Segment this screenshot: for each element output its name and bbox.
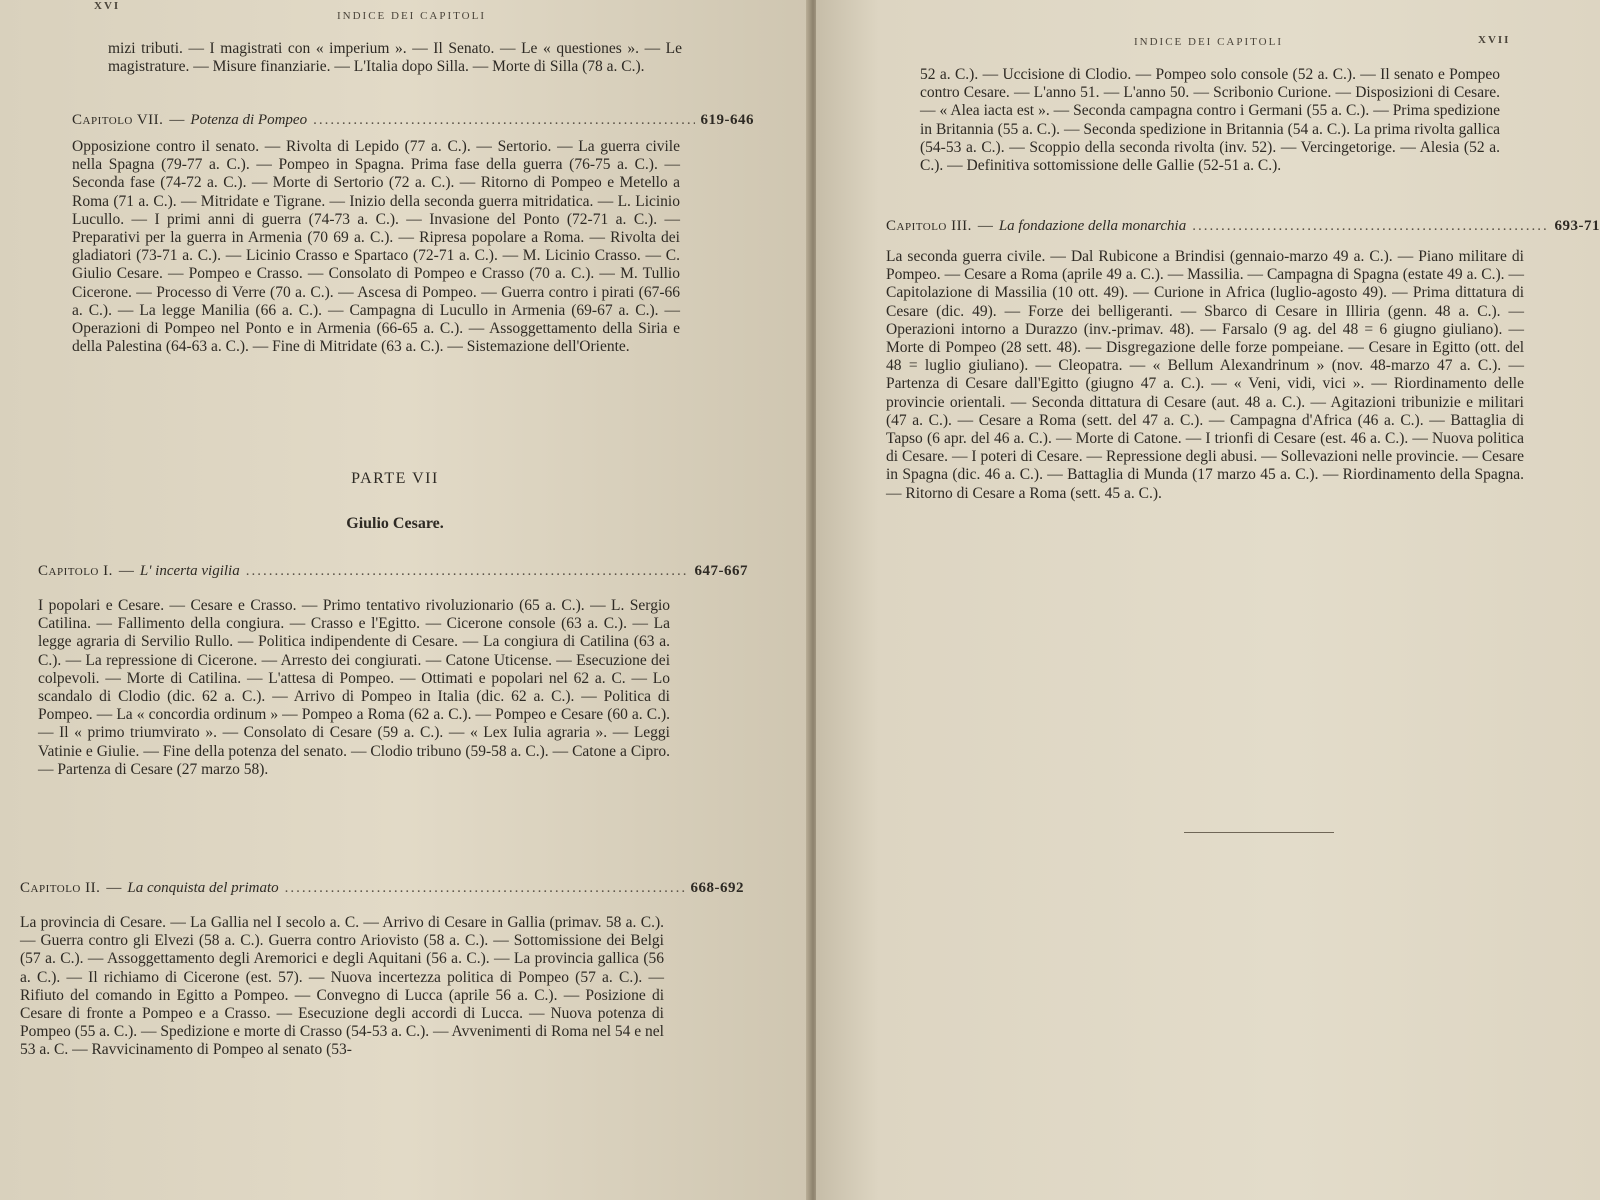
dot-leader <box>246 563 689 580</box>
chapter-iii-summary <box>886 248 1524 503</box>
chapter-separator: — <box>977 218 993 234</box>
chapter-vii-entry <box>72 112 754 129</box>
chapter-title: L' incerta vigilia <box>139 563 240 579</box>
part-heading: PARTE VII <box>351 470 439 487</box>
chapter-title: Potenza di Pompeo <box>190 112 308 128</box>
chapter-pages: 619-646 <box>700 112 754 128</box>
end-rule <box>1184 832 1334 833</box>
running-head: INDICE DEI CAPITOLI <box>1134 36 1284 48</box>
page-number: XVII <box>1478 34 1511 46</box>
chapter-iii-entry <box>886 218 1600 235</box>
part-subtitle: Giulio Cesare. <box>346 515 444 532</box>
chapter-summary-text: I popolari e Cesare. — Cesare e Crasso. — Primo tentativo rivoluzionario (65 a. C.). — L. Sergio Catilina. — Fallimento della congiura. — Crasso e l'Egitto. — Cicerone console (63 a. C.). — La legge agraria di Servilio Rullo. — Politica indipendente di Cesare. — La congiura di Catilina (63 a. C.). — La repressione di Cicerone. — Arresto dei congiurati. — Catone Uticense. — Esecuzione dei colpevoli. — Morte di Catilina. — L'attesa di Pompeo. — Ottimati e popolari nel 62 a. C. — Lo scandalo di Clodio (dic. 62 a. C.). — Arrivo di Pompeo in Italia (dic. 62 a. C.). — Politica di Pompeo. — La « concordia ordinum » — Pompeo a Roma (62 a. C.). — Pompeo e Cesare (60 a. C.). — Il « primo triumvirato ». — Consolato di Cesare (59 a. C.). — « Lex Iulia agraria ». — Leggi Vatinie e Giulie. — Fine della potenza del senato. — Clodio tribuno (59-58 a. C.). — Catone a Cipro. — Partenza di Cesare (27 marzo 58). <box>38 597 670 778</box>
chapter-summary-text: La seconda guerra civile. — Dal Rubicone a Brindisi (gennaio-marzo 49 a. C.). — Piano militare di Pompeo. — Cesare a Roma (aprile 49 a. C.). — Massilia. — Campagna di Spagna (estate 49 a. C.). — Capitolazione di Massilia (10 ott. 49). — Curione in Africa (luglio-agosto 49). — Prima dittatura di Cesare (dic. 49). — Forze dei belligeranti. — Sbarco di Cesare in Illiria (genn. 48 a. C.). — Operazioni intorno a Durazzo (inv.-primav. 48). — Farsalo (9 ag. del 48 = 6 giugno giuliano). — Morte di Pompeo (28 sett. 48). — Disgregazione delle forze pompeiane. — Cesare in Egitto (ott. del 48 = luglio giuliano). — Cleopatra. — « Bellum Alexandrinum » (nov. 48-marzo 47 a. C.). — Partenza di Cesare dall'Egitto (giugno 47 a. C.). — « Veni, vidi, vici ». — Riordinamento delle provincie orientali. — Seconda dittatura di Cesare (aut. 48 a. C.). — Agitazioni tribunizie e militari (47 a. C.). — Cesare a Roma (sett. del 47 a. C.). — Campagna d'Africa (46 a. C.). — Battaglia di Tapso (6 apr. del 46 a. C.). — Morte di Catone. — I trionfi di Cesare (est. 46 a. C.). — Nuova politica di Cesare. — I poteri di Cesare. — Repressione degli abusi. — Sollevazioni nelle provincie. — Cesare in Spagna (dic. 46 a. C.). — Battaglia di Munda (17 marzo 45 a. C.). — Riordinamento della Spagna. — Ritorno di Cesare a Roma (sett. 45 a. C.). <box>886 248 1524 502</box>
top-continuation <box>108 40 682 76</box>
chapter-pages: 647-667 <box>694 563 748 579</box>
chapter-i-entry <box>38 563 748 580</box>
top-continuation <box>920 66 1500 175</box>
dot-leader <box>285 880 685 897</box>
chapter-number: Capitolo III. <box>886 218 972 234</box>
right-page <box>816 0 1600 1200</box>
chapter-separator: — <box>118 563 134 579</box>
chapter-separator: — <box>106 880 122 896</box>
chapter-pages: 693-71 <box>1554 218 1600 234</box>
top-continuation-text: mizi tributi. — I magistrati con « imperium ». — Il Senato. — Le « questiones ». — Le magistrature. — Misure finanziarie. — L'Italia dopo Silla. — Morte di Silla (78 a. C.). <box>108 40 682 76</box>
chapter-number: Capitolo I. <box>38 563 113 579</box>
chapter-i-summary <box>38 597 670 779</box>
page-number: XVI <box>94 0 121 12</box>
chapter-title: La conquista del primato <box>127 880 279 896</box>
dot-leader <box>313 112 694 129</box>
dot-leader <box>1192 218 1548 235</box>
chapter-summary-text: Opposizione contro il senato. — Rivolta di Lepido (77 a. C.). — Sertorio. — La guerra civile nella Spagna (79-77 a. C.). — Pompeo in Spagna. Prima fase della guerra (76-75 a. C.). — Seconda fase (74-72 a. C.). — Morte di Sertorio (72 a. C.). — Ritorno di Pompeo e Metello a Roma (71 a. C.). — Mitridate e Tigrane. — Inizio della seconda guerra mitridatica. — L. Licinio Lucullo. — I primi anni di guerra (74-73 a. C.). — Invasione del Ponto (72-71 a. C.). — Preparativi per la guerra in Armenia (70 69 a. C.). — Ripresa popolare a Roma. — Rivolta dei gladiatori (73-71 a. C.). — Licinio Crasso e Spartaco (72-71 a. C.). — M. Licinio Crasso. — C. Giulio Cesare. — Pompeo e Crasso. — Consolato di Pompeo e Crasso (70 a. C.). — M. Tullio Cicerone. — Processo di Verre (70 a. C.). — Ascesa di Pompeo. — Guerra contro i pirati (67-66 a. C.). — La legge Manilia (66 a. C.). — Campagna di Lucullo in Armenia (69-67 a. C.). — Operazioni di Pompeo nel Ponto e in Armenia (66-65 a. C.). — Assoggettamento della Siria e della Palestina (64-63 a. C.). — Fine di Mitridate (63 a. C.). — Sistemazione dell'Oriente. <box>72 138 680 356</box>
chapter-summary-text: La provincia di Cesare. — La Gallia nel I secolo a. C. — Arrivo di Cesare in Gallia (primav. 58 a. C.). — Guerra contro gli Elvezi (58 a. C.). Guerra contro Ariovisto (58 a. C.). — Sottomissione dei Belgi (57 a. C.). — Assoggettamento degli Aremorici e degli Aquitani (56 a. C.). — La provincia gallica (56 a. C.). — Il richiamo di Cicerone (est. 57). — Nuova incertezza politica di Pompeo (57 a. C.). — Rifiuto del comando in Egitto a Pompeo. — Convegno di Lucca (aprile 56 a. C.). — Posizione di Cesare di fronte a Pompeo e a Crasso. — Esecuzione degli accordi di Lucca. — Nuova potenza di Pompeo (55 a. C.). — Spedizione e morte di Crasso (54-53 a. C.). — Avvenimenti di Roma nel 54 e nel 53 a. C. — Ravvicinamento di Pompeo al senato (53- <box>20 914 664 1059</box>
top-continuation-text: 52 a. C.). — Uccisione di Clodio. — Pompeo solo console (52 a. C.). — Il senato e Pompeo contro Cesare. — L'anno 51. — L'anno 50. — Scribonio Curione. — Disposizioni di Cesare. — « Alea iacta est ». — Seconda campagna contro i Germani (55 a. C.). — Prima spedizione in Britannia (55 a. C.). — Seconda spedizione in Britannia (54 a. C.). La prima rivolta gallica (54-53 a. C.). — Scoppio della seconda rivolta (inv. 52). — Vercingetorige. — Alesia (52 a. C.). — Definitiva sottomissione delle Gallie (52-51 a. C.). <box>920 66 1500 175</box>
chapter-ii-summary <box>20 914 664 1060</box>
chapter-number: Capitolo VII. <box>72 112 164 128</box>
running-head: INDICE DEI CAPITOLI <box>337 10 487 22</box>
chapter-pages: 668-692 <box>690 880 744 896</box>
chapter-separator: — <box>169 112 185 128</box>
chapter-title: La fondazione della monarchia <box>998 218 1187 234</box>
chapter-ii-entry <box>20 880 744 897</box>
chapter-vii-summary <box>72 138 680 356</box>
chapter-number: Capitolo II. <box>20 880 101 896</box>
